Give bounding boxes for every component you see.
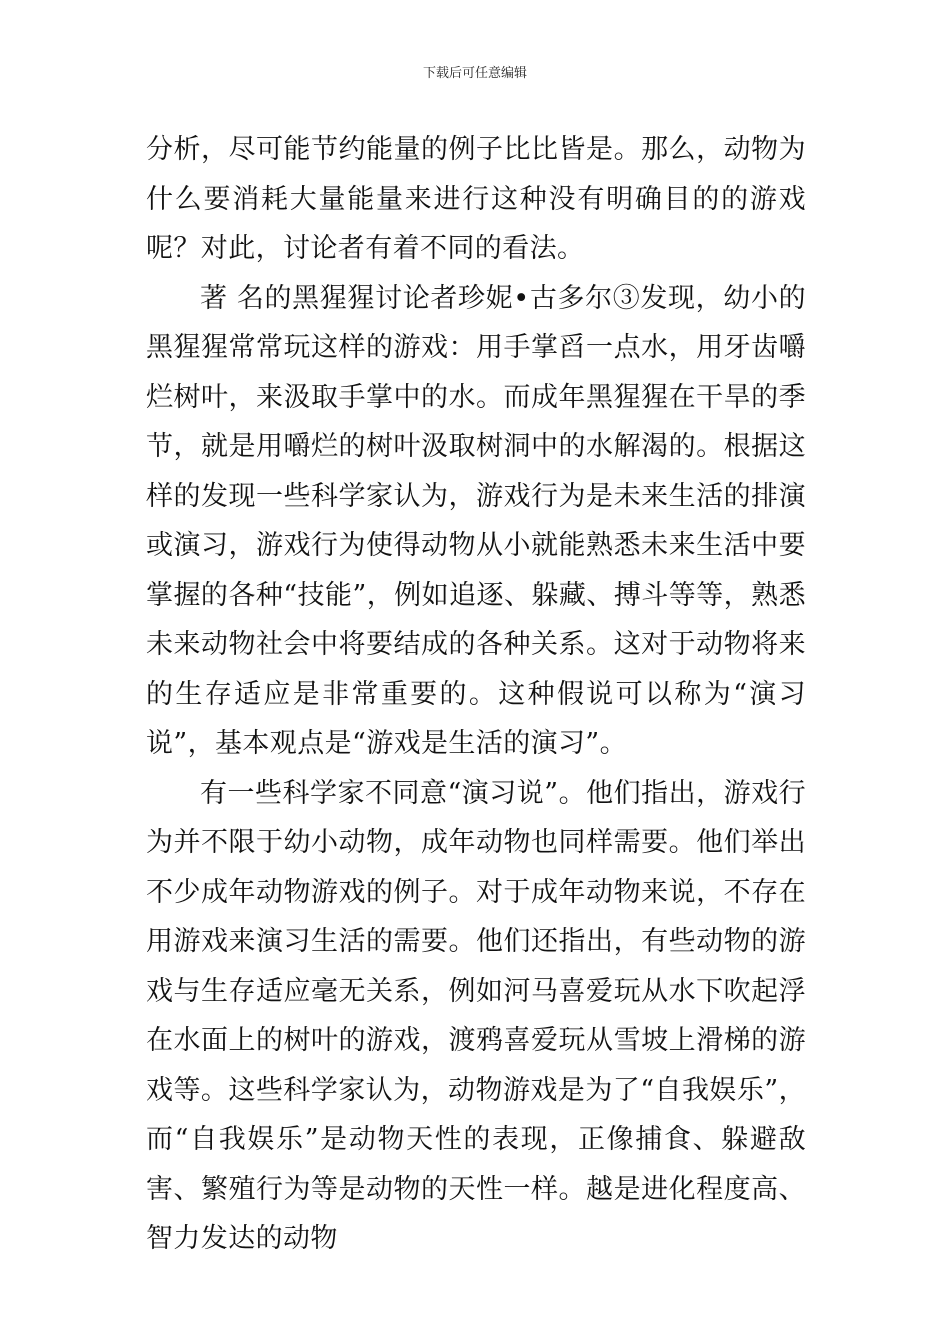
paragraph-rehearsal-theory: 著 名的黑猩猩讨论者珍妮•古多尔③发现，幼小的黑猩猩常常玩这样的游戏：用手掌舀一点水，用牙齿嚼烂树叶，来汲取手掌中的水。而成年黑猩猩在干旱的季节，就是用嚼烂的树叶汲取树洞中的水解渴的。根据这样的发现一些科学家认为，游戏行为是未来生活的排演或演习，游戏行为使得动物从小就能熟悉未来生活中要掌握的各种“技能”，例如追逐、躲藏、搏斗等等，熟悉未来动物社会中将要结成的各种关系。这对于动物将来的生存适应是非常重要的。这种假说可以称为“演习说”，基本观点是“游戏是生活的演习”。	[146, 282, 806, 759]
page-header: 下载后可任意编辑	[422, 66, 527, 81]
paragraph-self-entertainment-theory: 有一些科学家不同意“演习说”。他们指出，游戏行为并不限于幼小动物，成年动物也同样需要。他们举出不少成年动物游戏的例子。对于成年动物来说，不存在用游戏来演习生活的需要。他们还指出，有些动物的游戏与生存适应毫无关系，例如河马喜爱玩从水下吹起浮在水面上的树叶的游戏，渡鸦喜爱玩从雪坡上滑梯的游戏等。这些科学家认为，动物游戏是为了“自我娱乐”，而“自我娱乐”是动物天性的表现，正像捕食、躲避敌害、繁殖行为等是动物的天性一样。越是进化程度高、智力发达的动物	[146, 777, 806, 1254]
paragraph-continuation: 分析，尽可能节约能量的例子比比皆是。那么，动物为什么要消耗大量能量来进行这种没有明确目的的游戏呢？对此，讨论者有着不同的看法。	[146, 134, 806, 264]
document-body	[146, 125, 806, 1264]
